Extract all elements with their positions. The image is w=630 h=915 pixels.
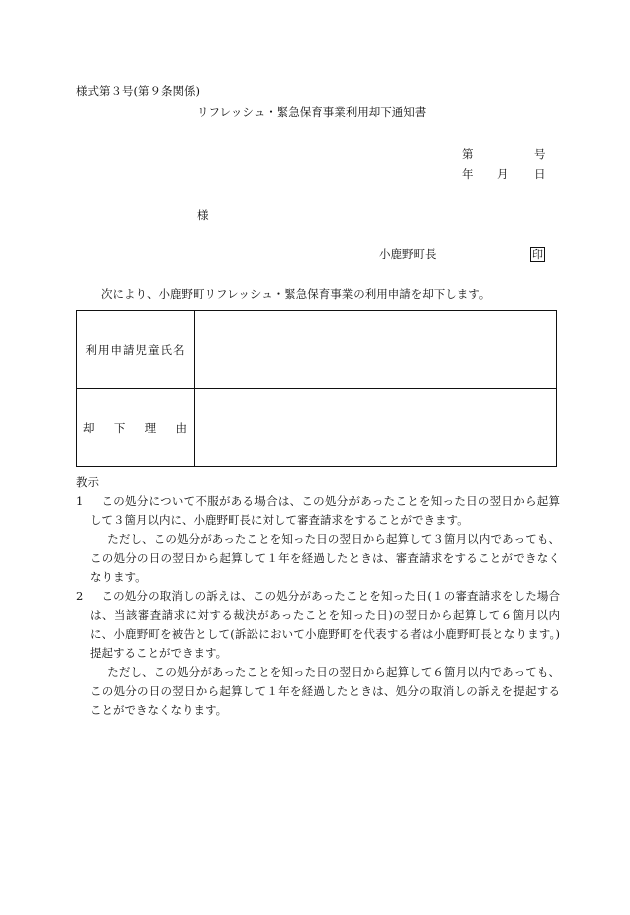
document-title: リフレッシュ・緊急保育事業利用却下通知書: [197, 105, 427, 119]
notes-heading: 教示: [76, 475, 99, 489]
rejection-reason-value: [195, 389, 557, 467]
date-day: 日: [534, 167, 546, 181]
child-name-value: [195, 311, 557, 389]
table-row: [77, 311, 557, 389]
rejection-reason-label: [77, 389, 195, 467]
date-month: 月: [497, 167, 509, 181]
addressee-suffix: 様: [197, 208, 209, 222]
table-row: [77, 389, 557, 467]
reason-label-char: 下: [113, 420, 127, 435]
item-number: 1: [76, 494, 84, 508]
doc-number-prefix: 第: [462, 147, 474, 161]
application-table: [76, 310, 557, 467]
reason-label-char: 理: [144, 420, 158, 435]
reason-label-char: 由: [175, 420, 188, 435]
intro-text: 次により、小鹿野町リフレッシュ・緊急保育事業の利用申請を却下します。: [101, 287, 491, 301]
list-item: [76, 492, 560, 587]
form-number: 様式第３号(第９条関係): [76, 84, 200, 98]
child-name-label: 利用申請児童氏名: [77, 311, 195, 389]
item-text: この処分の取消しの訴えは、この処分があったことを知った日(１の審査請求をした場合は、当該審査請求に対する裁決があったことを知った日)の翌日から起算して６箇月以内に、小鹿野町を被告として(訴訟において小鹿野町を代表する者は小鹿野町長となります。)提起することができます。: [90, 589, 560, 660]
list-item: [76, 587, 560, 720]
item-proviso: ただし、この処分があったことを知った日の翌日から起算して３箇月以内であっても、この処分の日の翌日から起算して１年を経過したときは、審査請求をすることができなくなります。: [90, 532, 560, 584]
date-year: 年: [462, 167, 474, 181]
seal-mark: 印: [532, 248, 543, 261]
instruction-notes: [76, 473, 560, 720]
issuer: 小鹿野町長: [379, 247, 437, 261]
item-text: この処分について不服がある場合は、この処分があったことを知った日の翌日から起算して３箇月以内に、小鹿野町長に対して審査請求をすることができます。: [90, 494, 560, 527]
doc-number-suffix: 号: [534, 147, 546, 161]
item-proviso: ただし、この処分があったことを知った日の翌日から起算して６箇月以内であっても、この処分の日の翌日から起算して１年を経過したときは、処分の取消しの訴えを提起することができなくなります。: [90, 665, 560, 717]
item-number: 2: [76, 589, 84, 603]
reason-label-char: 却: [83, 420, 96, 435]
